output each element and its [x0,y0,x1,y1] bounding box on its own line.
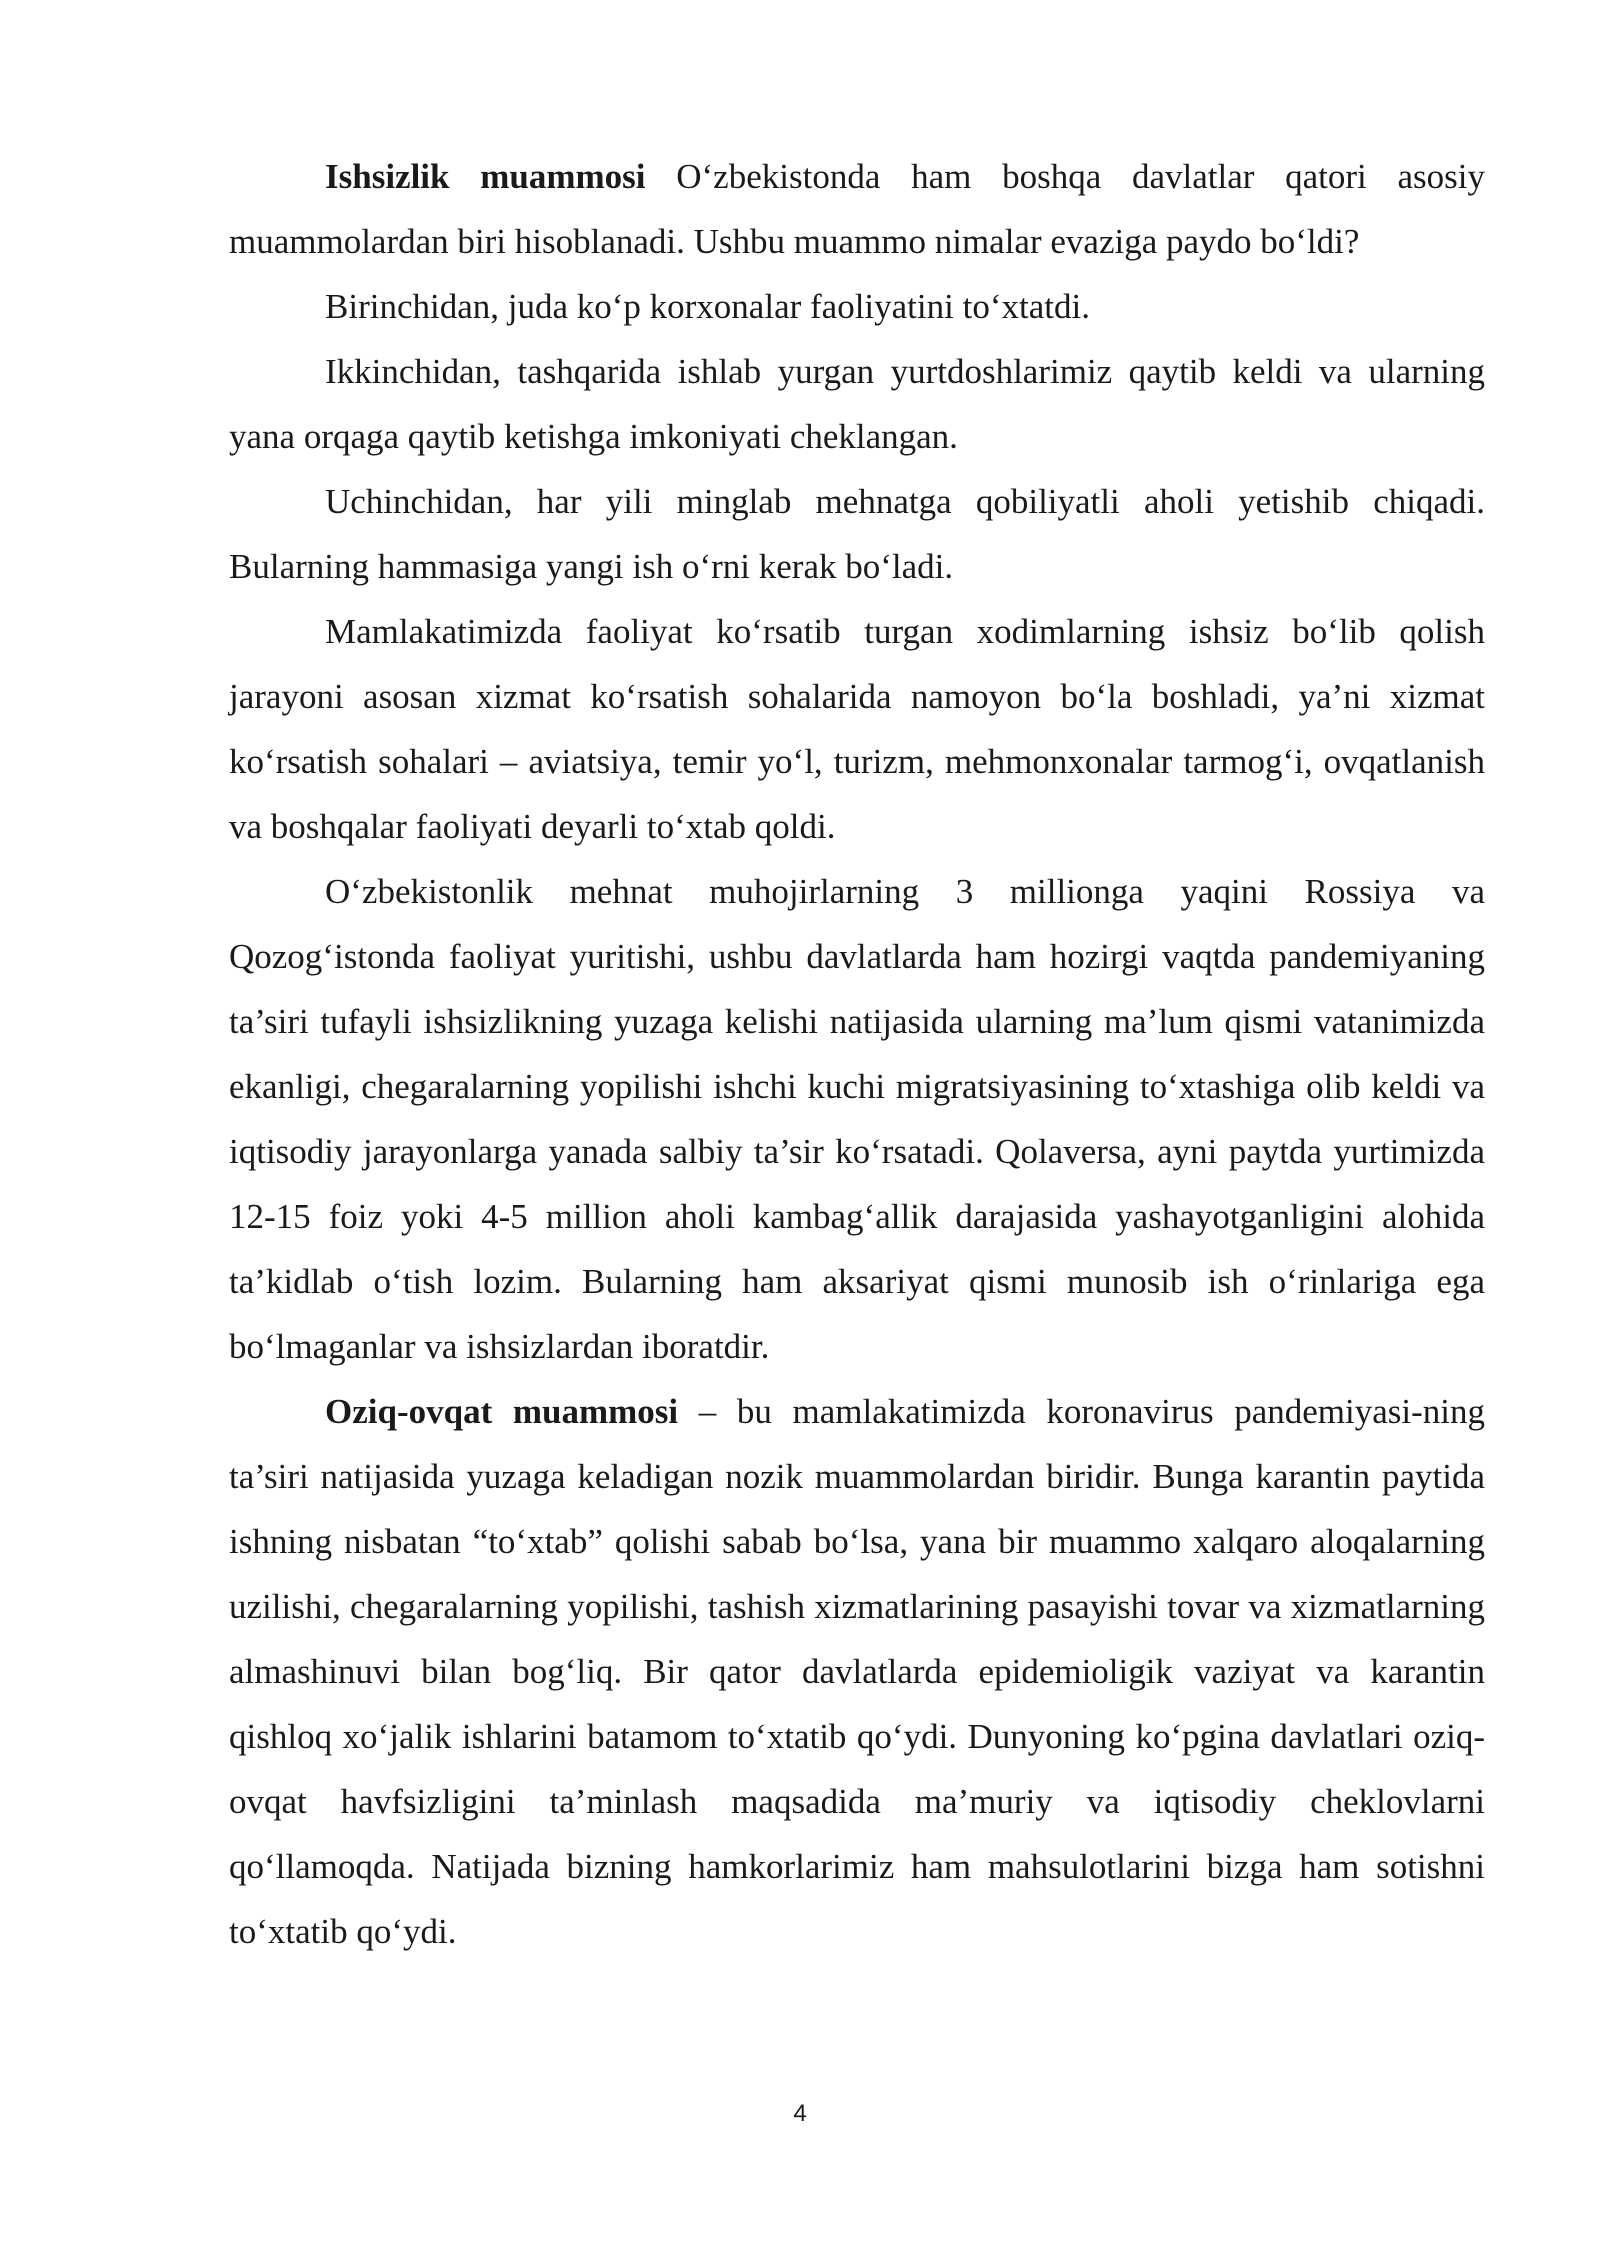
paragraph-oziq-ovqat [229,1379,1485,1964]
paragraph-text: Mamlakatimizda faoliyat ko‘rsatib turgan xodimlarning ishsiz bo‘lib qolish jarayoni asosan xizmat ko‘rsatish sohalarida namoyon bo‘la boshladi, ya’ni xizmat ko‘rsatish sohalari – aviatsiya, temir yo‘l, turizm, mehmonxonalar tarmog‘i, ovqatlanish va boshqalar faoliyati deyarli to‘xtab qoldi. [229,612,1485,846]
paragraph-text: Birinchidan, juda ko‘p korxonalar faoliyatini to‘xtatdi. [325,287,1090,326]
paragraph-muhojirlar [229,859,1485,1379]
paragraph-lead-bold: Oziq-ovqat muammosi [325,1392,679,1431]
paragraph-ishsizlik [229,144,1485,274]
paragraph-text: Ikkinchidan, tashqarida ishlab yurgan yurtdoshlarimiz qaytib keldi va ularning yana orqaga qaytib ketishga imkoniyati cheklangan. [229,352,1485,456]
paragraph-lead-bold: Ishsizlik muammosi [325,157,646,196]
paragraph-text: Uchinchidan, har yili minglab mehnatga qobiliyatli aholi yetishib chiqadi. Bularning hammasiga yangi ish o‘rni kerak bo‘ladi. [229,482,1485,586]
paragraph-text: – bu mamlakatimizda koronavirus pandemiyasi-ning ta’siri natijasida yuzaga keladigan nozik muammolardan biridir. Bunga karantin paytida ishning nisbatan “to‘xtab” qolishi sabab bo‘lsa, yana bir muammo xalqaro aloqalarning uzilishi, chegaralarning yopilishi, tashish xizmatlarining pasayishi tovar va xizmatlarning almashinuvi bilan bog‘liq. Bir qator davlatlarda epidemioligik vaziyat va karantin qishloq xo‘jalik ishlarini batamom to‘xtatib qo‘ydi. Dunyoning ko‘pgina davlatlari oziq-ovqat havfsizligini ta’minlash maqsadida ma’muriy va iqtisodiy cheklovlarni qo‘llamoqda. Natijada bizning hamkorlarimiz ham mahsulotlarini bizga ham sotishni to‘xtatib qo‘ydi. [229,1392,1486,1951]
paragraph-text: O‘zbekistonda ham boshqa davlatlar qatori asosiy muammolardan biri hisoblanadi. Ushbu muammo nimalar evaziga paydo bo‘ldi? [229,157,1485,261]
paragraph-text: O‘zbekistonlik mehnat muhojirlarning 3 millionga yaqini Rossiya va Qozog‘istonda faoliyat yuritishi, ushbu davlatlarda ham hozirgi vaqtda pandemiyaning ta’siri tufayli ishsizlikning yuzaga kelishi natijasida ularning ma’lum qismi vatanimizda ekanligi, chegaralarning yopilishi ishchi kuchi migratsiyasining to‘xtashiga olib keldi va iqtisodiy jarayonlarga yanada salbiy ta’sir ko‘rsatadi. Qolaversa, ayni paytda yurtimizda 12-15 foiz yoki 4-5 million aholi kambag‘allik darajasida yashayotganligini alohida ta’kidlab o‘tish lozim. Bularning ham aksariyat qismi munosib ish o‘rinlariga ega bo‘lmaganlar va ishsizlardan iboratdir. [229,872,1485,1366]
page-number: 4 [793,2100,807,2127]
body-text [229,144,1485,1964]
paragraph-birinchidan [229,274,1485,339]
paragraph-ikkinchidan [229,339,1485,469]
paragraph-uchinchidan [229,469,1485,599]
paragraph-mamlakatimizda [229,599,1485,859]
